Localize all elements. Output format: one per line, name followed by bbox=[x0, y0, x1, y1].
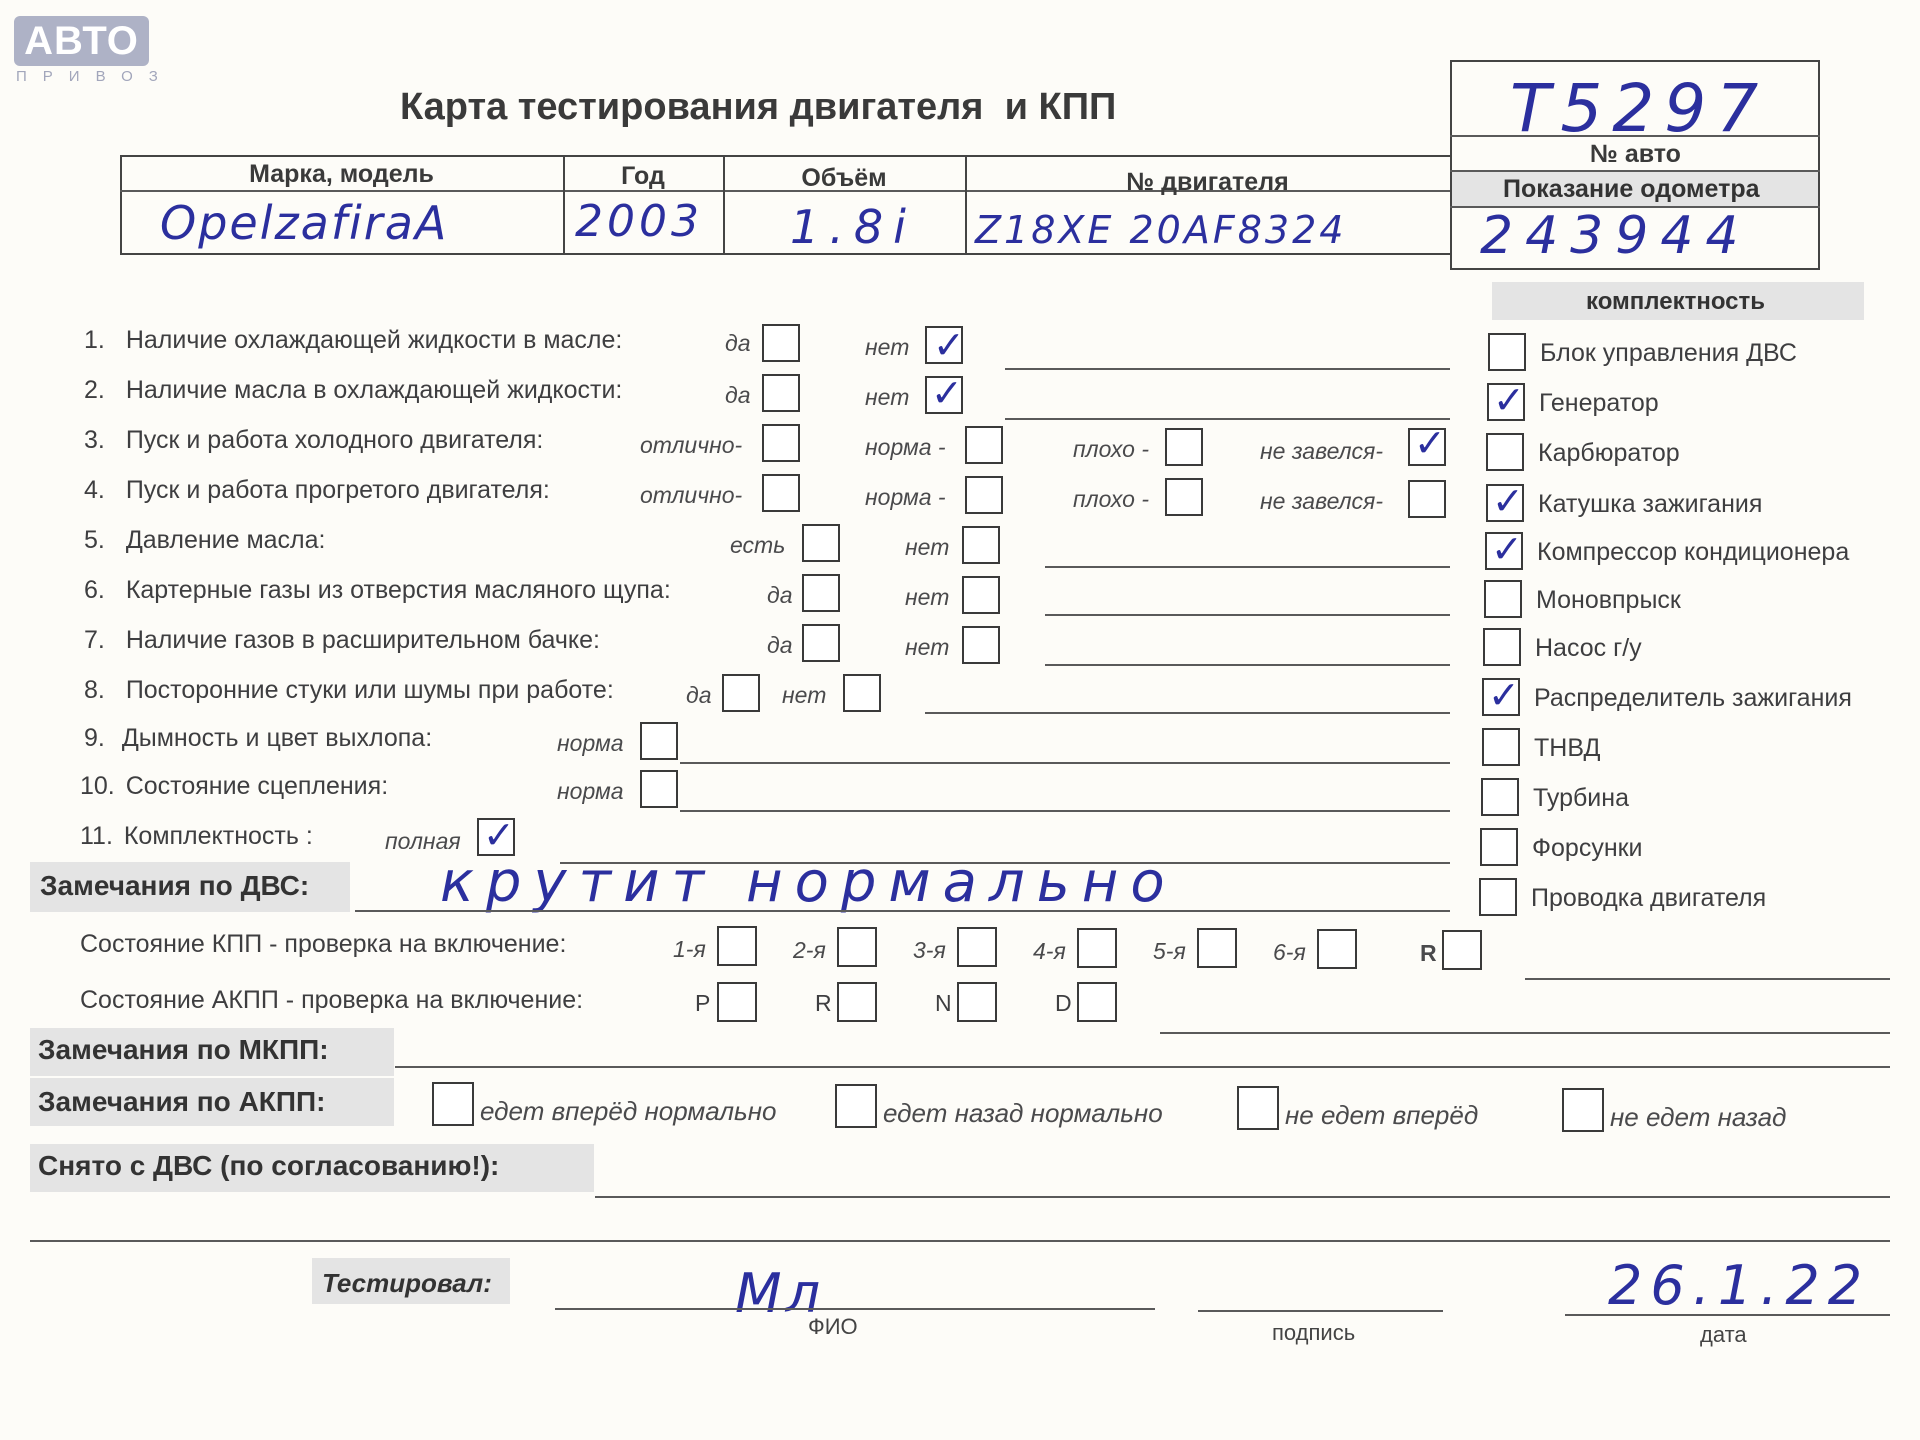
kpp-gear-checkbox[interactable] bbox=[1197, 928, 1237, 968]
date-value: 26.1.22 bbox=[1608, 1254, 1871, 1317]
q7-no-checkbox[interactable] bbox=[962, 626, 1000, 664]
akpp-remarks-checkbox[interactable] bbox=[432, 1082, 474, 1126]
akpp-mode-checkbox[interactable] bbox=[837, 982, 877, 1022]
kpp-label: Состояние КПП - проверка на включение: bbox=[80, 930, 567, 958]
akpp-remarks-checkbox[interactable] bbox=[1237, 1086, 1279, 1130]
kpp-gear-label: 6-я bbox=[1273, 939, 1306, 965]
check-icon: ✓ bbox=[1492, 479, 1524, 523]
akpp-mode-label: D bbox=[1055, 990, 1072, 1016]
year-label: Год bbox=[621, 162, 665, 190]
q5-present-checkbox[interactable] bbox=[802, 524, 840, 562]
kpp-gear-checkbox[interactable] bbox=[837, 927, 877, 967]
akpp-remarks-option: не едет назад bbox=[1610, 1102, 1787, 1132]
completeness-checkbox[interactable] bbox=[1481, 778, 1519, 816]
kpp-gear-label: 1-я bbox=[673, 936, 706, 962]
akpp-remarks-option: едет вперёд нормально bbox=[480, 1096, 777, 1126]
check-icon: ✓ bbox=[1491, 527, 1523, 571]
q7-yes-checkbox[interactable] bbox=[802, 624, 840, 662]
q3: 3. Пуск и работа холодного двигателя: bbox=[84, 426, 544, 454]
engine-label: № двигателя bbox=[1126, 168, 1289, 196]
completeness-checkbox[interactable] bbox=[1480, 828, 1518, 866]
kpp-gear-checkbox[interactable] bbox=[1077, 928, 1117, 968]
year-value: 2003 bbox=[575, 196, 703, 247]
kpp-gear-checkbox[interactable] bbox=[717, 926, 757, 966]
signature-value: Мл bbox=[735, 1262, 825, 1325]
completeness-checkbox[interactable] bbox=[1483, 628, 1521, 666]
kpp-gear-checkbox[interactable] bbox=[1317, 929, 1357, 969]
q11-full-check-icon: ✓ bbox=[483, 813, 515, 857]
akpp-label: Состояние АКПП - проверка на включение: bbox=[80, 986, 584, 1014]
akpp-mode-checkbox[interactable] bbox=[957, 982, 997, 1022]
logo bbox=[14, 16, 149, 66]
q9-norm-checkbox[interactable] bbox=[640, 722, 678, 760]
engine-remarks-label: Замечания по ДВС: bbox=[40, 870, 310, 901]
odometer-value: 243944 bbox=[1480, 206, 1751, 266]
kpp-gear-label: R bbox=[1420, 940, 1437, 966]
completeness-label: Карбюратор bbox=[1538, 439, 1680, 467]
q1-yes-checkbox[interactable] bbox=[762, 324, 800, 362]
kpp-gear-label: 3-я bbox=[913, 937, 946, 963]
q3-norm-checkbox[interactable] bbox=[965, 426, 1003, 464]
kpp-gear-label: 5-я bbox=[1153, 938, 1186, 964]
akpp-remarks-checkbox[interactable] bbox=[1562, 1088, 1604, 1132]
kpp-gear-checkbox[interactable] bbox=[957, 927, 997, 967]
q2-yes-checkbox[interactable] bbox=[762, 374, 800, 412]
engine-value: Z18XE 20AF8324 bbox=[975, 208, 1347, 252]
logo-sub: ПРИВОЗ bbox=[16, 68, 174, 85]
akpp-mode-checkbox[interactable] bbox=[717, 982, 757, 1022]
q6-no-checkbox[interactable] bbox=[962, 576, 1000, 614]
logo-main: АВТО bbox=[24, 19, 139, 63]
completeness-label: Блок управления ДВС bbox=[1540, 339, 1797, 367]
completeness-checkbox[interactable] bbox=[1486, 433, 1524, 471]
brand-value: OpelzafiraA bbox=[160, 196, 449, 250]
q3-excellent-checkbox[interactable] bbox=[762, 424, 800, 462]
completeness-label: Проводка двигателя bbox=[1531, 884, 1767, 912]
volume-label: Объём bbox=[801, 164, 887, 192]
q8-yes-checkbox[interactable] bbox=[722, 674, 760, 712]
q9: 9. Дымность и цвет выхлопа: bbox=[84, 724, 433, 752]
mkpp-remarks-label: Замечания по МКПП: bbox=[38, 1034, 329, 1065]
page-title: Карта тестирования двигателя и КПП bbox=[400, 86, 1117, 128]
q6: 6. Картерные газы из отверстия масляного щупа: bbox=[84, 576, 671, 604]
q3-not-started-check-icon: ✓ bbox=[1414, 421, 1446, 465]
completeness-label: Насос г/у bbox=[1535, 634, 1642, 662]
completeness-label: Генератор bbox=[1539, 389, 1659, 417]
q5-no-checkbox[interactable] bbox=[962, 526, 1000, 564]
completeness-label: Компрессор кондиционера bbox=[1537, 538, 1850, 566]
removed-label: Снято с ДВС (по согласованию!): bbox=[38, 1150, 500, 1181]
kpp-gear-checkbox[interactable] bbox=[1442, 930, 1482, 970]
q1-no-check-icon: ✓ bbox=[933, 323, 965, 367]
akpp-remarks-checkbox[interactable] bbox=[835, 1084, 877, 1128]
completeness-checkbox[interactable] bbox=[1482, 728, 1520, 766]
volume-value: 1.8i bbox=[790, 200, 916, 254]
sign-label: подпись bbox=[1272, 1320, 1356, 1345]
q4: 4. Пуск и работа прогретого двигателя: bbox=[84, 476, 550, 504]
q7: 7. Наличие газов в расширительном бачке: bbox=[84, 626, 600, 654]
completeness-label: Турбина bbox=[1533, 784, 1629, 812]
car-number-value: T5297 bbox=[1510, 70, 1769, 147]
q4-not-started-checkbox[interactable] bbox=[1408, 480, 1446, 518]
akpp-remarks-option: не едет вперёд bbox=[1285, 1100, 1479, 1130]
q4-bad-checkbox[interactable] bbox=[1165, 478, 1203, 516]
check-icon: ✓ bbox=[1488, 673, 1520, 717]
completeness-label: Моновпрыск bbox=[1536, 586, 1681, 614]
completeness-label: Катушка зажигания bbox=[1538, 490, 1763, 518]
completeness-checkbox[interactable] bbox=[1488, 333, 1526, 371]
akpp-mode-label: N bbox=[935, 990, 952, 1016]
akpp-remarks-option: едет назад нормально bbox=[883, 1098, 1163, 1128]
q3-bad-checkbox[interactable] bbox=[1165, 428, 1203, 466]
q8-no-checkbox[interactable] bbox=[843, 674, 881, 712]
completeness-checkbox[interactable] bbox=[1479, 878, 1517, 916]
q4-norm-checkbox[interactable] bbox=[965, 476, 1003, 514]
q11: 11. Комплектность : bbox=[80, 822, 313, 850]
q10: 10. Состояние сцепления: bbox=[80, 772, 389, 800]
car-number-label: № авто bbox=[1590, 140, 1681, 168]
q6-yes-checkbox[interactable] bbox=[802, 574, 840, 612]
completeness-label: ТНВД bbox=[1534, 734, 1601, 762]
akpp-mode-label: P bbox=[695, 990, 711, 1016]
akpp-remarks-label: Замечания по АКПП: bbox=[38, 1086, 326, 1117]
q2-no-check-icon: ✓ bbox=[931, 371, 963, 415]
completeness-label: Форсунки bbox=[1532, 834, 1643, 862]
q4-excellent-checkbox[interactable] bbox=[762, 474, 800, 512]
q2: 2. Наличие масла в охлаждающей жидкости: bbox=[84, 376, 623, 404]
completeness-title: комплектность bbox=[1586, 288, 1766, 315]
completeness-checkbox[interactable] bbox=[1484, 580, 1522, 618]
q8: 8. Посторонние стуки или шумы при работе: bbox=[84, 676, 614, 704]
check-icon: ✓ bbox=[1493, 378, 1525, 422]
tested-label: Тестировал: bbox=[322, 1268, 492, 1298]
fio-label: ФИО bbox=[808, 1314, 858, 1339]
brand-label: Марка, модель bbox=[249, 160, 434, 188]
akpp-mode-label: R bbox=[815, 990, 832, 1016]
kpp-gear-label: 2-я bbox=[793, 937, 826, 963]
q1: 1. Наличие охлаждающей жидкости в масле: bbox=[84, 326, 623, 354]
odometer-label: Показание одометра bbox=[1503, 175, 1760, 203]
q10-norm-checkbox[interactable] bbox=[640, 770, 678, 808]
engine-remarks-value: крутит нормально bbox=[440, 850, 1177, 915]
kpp-gear-label: 4-я bbox=[1033, 938, 1066, 964]
date-label: дата bbox=[1700, 1322, 1747, 1347]
q5: 5. Давление масла: bbox=[84, 526, 326, 554]
completeness-label: Распределитель зажигания bbox=[1534, 684, 1852, 712]
akpp-mode-checkbox[interactable] bbox=[1077, 982, 1117, 1022]
